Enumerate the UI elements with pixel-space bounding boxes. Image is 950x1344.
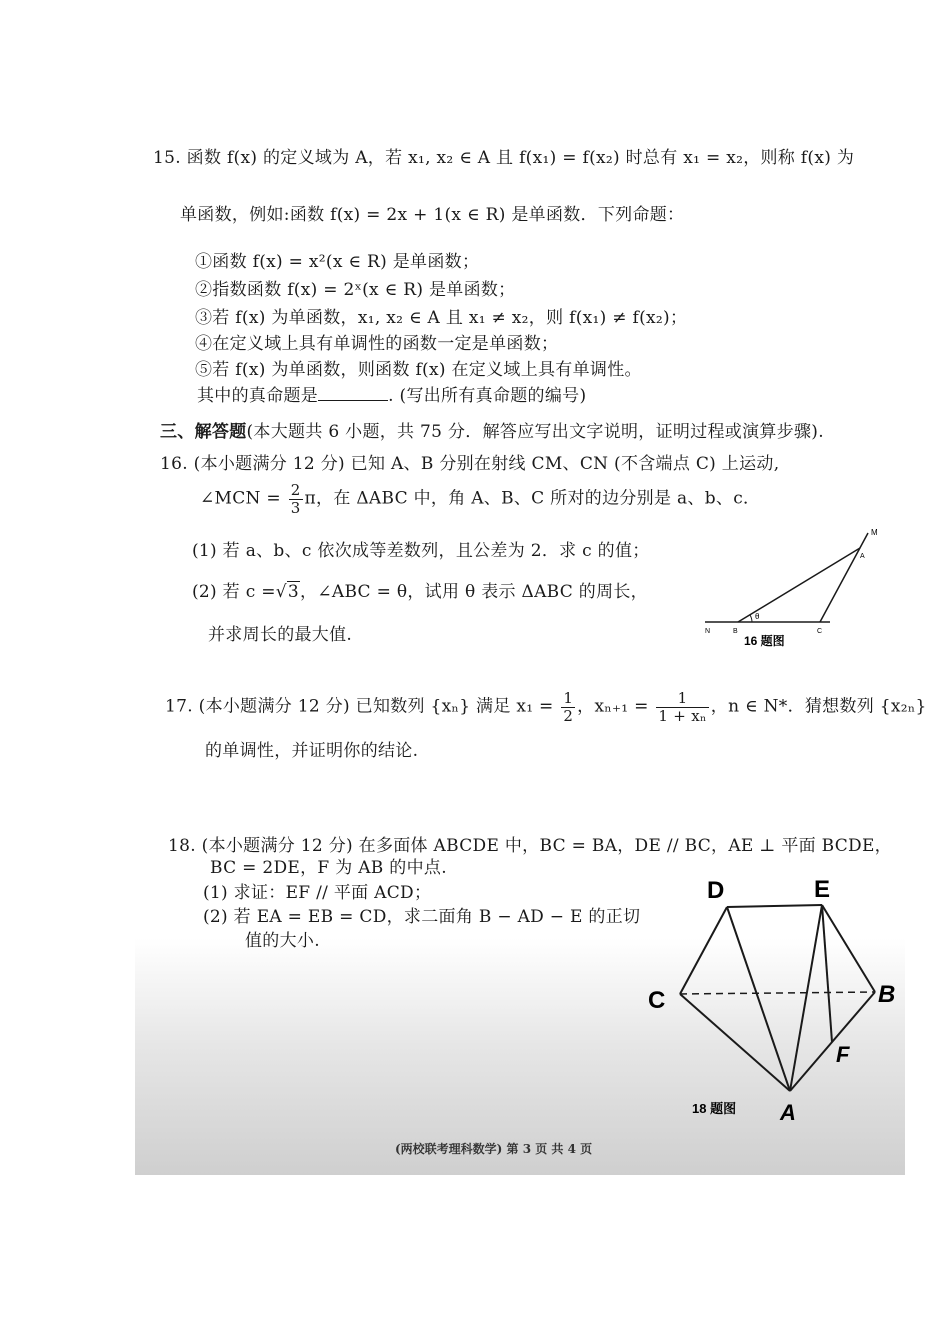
q15-item-3: ③若 f(x) 为单函数，x₁, x₂ ∈ A 且 x₁ ≠ x₂，则 f(x₁) ≠ f(x₂)；	[195, 308, 688, 328]
frac-den: 2	[563, 706, 574, 725]
label-n: N	[705, 628, 711, 635]
edge-ef	[822, 905, 832, 1042]
fig-18-caption: 18 题图	[692, 1101, 737, 1116]
q16-part-2-suffix: ，∠ABC = θ，试用 θ 表示 ΔABC 的周长，	[300, 582, 648, 602]
q15-ask-prefix: 其中的真命题是	[197, 386, 319, 406]
section-3-desc: (本大题共 6 小题，共 75 分．解答应写出文字说明，证明过程或演算步骤).	[246, 422, 824, 442]
label-a: A	[780, 1100, 796, 1125]
label-c: C	[648, 987, 666, 1014]
q15-item-1: ①函数 f(x) = x²(x ∈ R) 是单函数；	[195, 252, 480, 272]
q15-line-1: 15. 函数 f(x) 的定义域为 A，若 x₁, x₂ ∈ A 且 f(x₁) = f(x₂) 时总有 x₁ = x₂，则称 f(x) 为	[153, 148, 855, 168]
label-b: B	[733, 628, 738, 635]
q17-line-2: 的单调性，并证明你的结论.	[205, 741, 419, 761]
section-3-title: 三、解答题	[160, 422, 247, 442]
q15-item-2: ②指数函数 f(x) = 2ˣ(x ∈ R) 是单函数；	[195, 280, 516, 300]
frac-num: 1	[656, 690, 708, 708]
edge-ea	[790, 905, 822, 1091]
label-b: B	[878, 981, 896, 1008]
edge-dc	[680, 907, 727, 994]
ray-cm	[820, 533, 868, 622]
fraction-one-half	[561, 690, 575, 724]
q15-item-5: ⑤若 f(x) 为单函数，则函数 f(x) 在定义域上具有单调性。	[195, 360, 642, 380]
page-footer: (两校联考理科数学) 第 3 页 共 4 页	[395, 1142, 593, 1156]
label-f: F	[836, 1042, 850, 1067]
edge-de	[727, 905, 822, 907]
label-c: C	[817, 628, 823, 635]
q16-part-2-prefix: (2) 若 c =	[192, 582, 276, 602]
label-e: E	[814, 876, 831, 903]
edge-eb	[822, 905, 875, 992]
label-m: M	[871, 528, 878, 537]
q18-part-2: (2) 若 EA = EB = CD，求二面角 B − AD − E 的正切	[203, 907, 641, 927]
q16-line-2	[200, 482, 760, 516]
figure-18-polyhedron	[640, 870, 905, 1130]
q17-line-1	[165, 690, 927, 724]
fig-16-caption: 16 题图	[744, 634, 785, 648]
q18-part-3: 值的大小.	[245, 931, 320, 951]
q15-ask	[197, 381, 586, 406]
label-d: D	[707, 877, 725, 904]
frac-den: 1 + xₙ	[658, 706, 707, 725]
label-theta: θ	[755, 612, 760, 621]
q18-line-1: 18. (本小题满分 12 分) 在多面体 ABCDE 中，BC = BA，DE // BC，AE ⊥ 平面 BCDE，	[168, 836, 892, 856]
sqrt-three: 3	[287, 582, 300, 602]
q15-line-2: 单函数，例如:函数 f(x) = 2x + 1(x ∈ R) 是单函数．下列命题：	[180, 205, 685, 225]
q18-part-1: (1) 求证：EF // 平面 ACD；	[203, 883, 432, 903]
q16-line-1: 16. (本小题满分 12 分) 已知 A、B 分别在射线 CM、CN (不含端点 C) 上运动,	[160, 454, 780, 474]
fraction-two-thirds	[289, 482, 303, 516]
angle-arc	[750, 615, 752, 622]
fraction-recurrence	[656, 690, 708, 724]
q16-part-2: (2) 若 c =√3，∠ABC = θ，试用 θ 表示 ΔABC 的周长，	[192, 582, 648, 602]
frac-num: 2	[290, 481, 301, 499]
figure-16-triangle	[700, 525, 885, 650]
q17-mid: ，xₙ₊₁ =	[577, 696, 649, 717]
q17-suffix: ，n ∈ N*．猜想数列 {x₂ₙ}	[710, 696, 927, 717]
label-a: A	[860, 553, 865, 560]
q16-part-1: (1) 若 a、b、c 依次成等差数列，且公差为 2．求 c 的值；	[192, 541, 650, 561]
q16-angle-prefix: ∠MCN =	[200, 488, 281, 509]
frac-num: 1	[563, 689, 574, 707]
answer-blank	[318, 386, 388, 401]
frac-den: 3	[290, 498, 301, 517]
edge-cb-hidden	[680, 992, 875, 994]
q16-part-3: 并求周长的最大值.	[208, 625, 353, 645]
q17-prefix: 17. (本小题满分 12 分) 已知数列 {xₙ} 满足 x₁ =	[165, 696, 554, 717]
section-3-header	[160, 417, 824, 442]
q15-ask-suffix: . (写出所有真命题的编号)	[388, 386, 587, 406]
q18-line-2: BC = 2DE，F 为 AB 的中点.	[210, 858, 447, 878]
segment-ab	[738, 548, 860, 622]
q15-item-4: ④在定义域上具有单调性的函数一定是单函数；	[195, 334, 559, 354]
q16-line-2-suffix: π，在 ΔABC 中，角 A、B、C 所对的边分别是 a、b、c．	[304, 488, 761, 509]
